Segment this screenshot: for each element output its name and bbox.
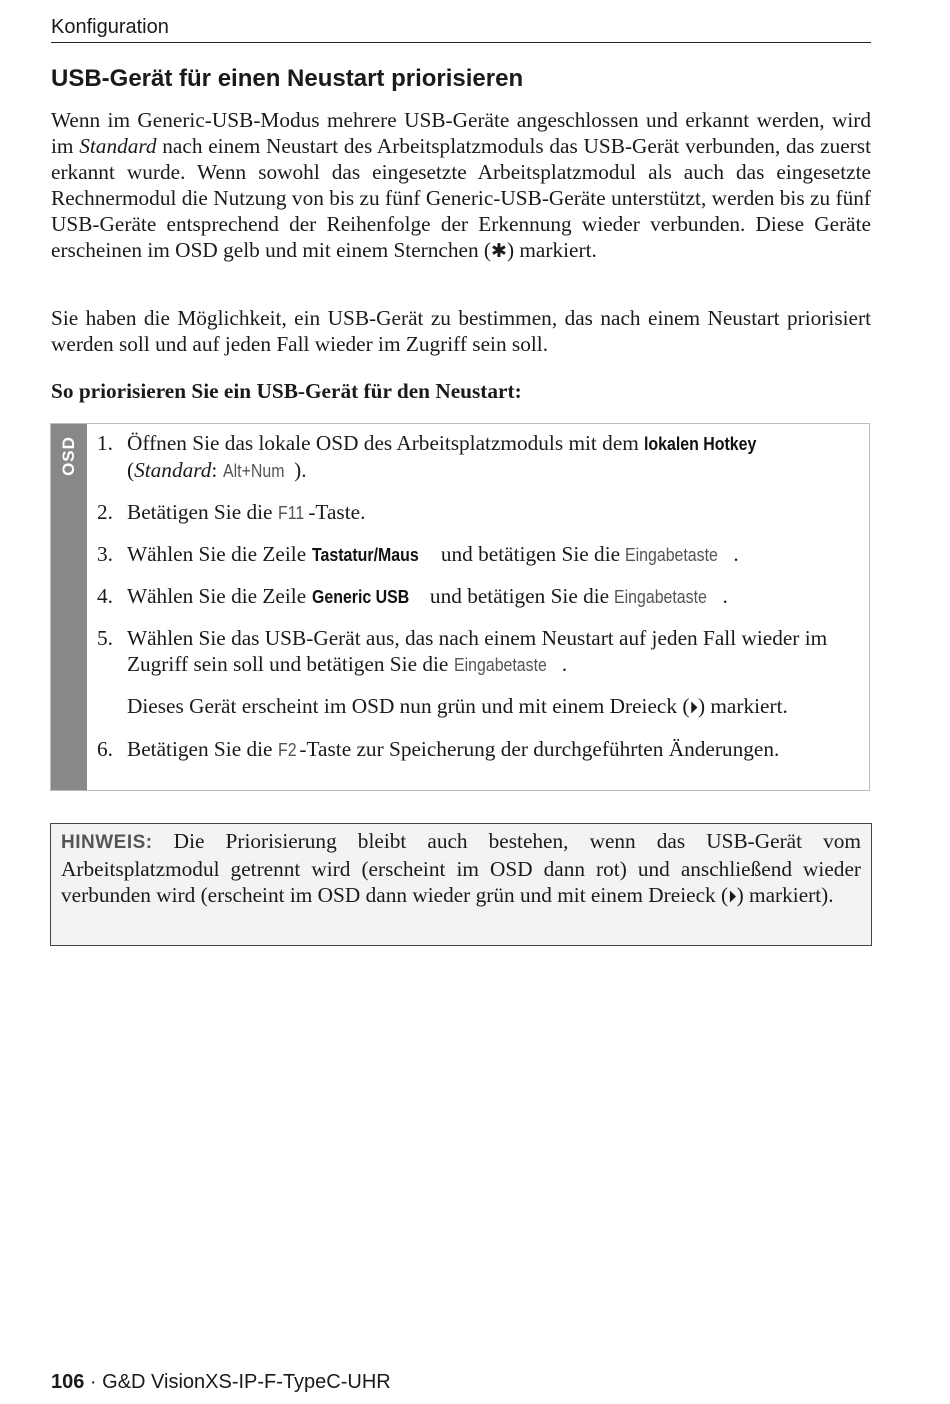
step-text: und betätigen Sie die bbox=[424, 584, 615, 608]
step-text: Betätigen Sie die bbox=[127, 737, 278, 761]
step-1 bbox=[97, 430, 862, 484]
section-name: Konfiguration bbox=[51, 16, 169, 38]
step-number: 2. bbox=[97, 500, 113, 524]
asterisk-symbol-icon: ✱ bbox=[491, 240, 507, 262]
step-5 bbox=[97, 625, 862, 721]
page-header bbox=[51, 14, 871, 43]
step-text: ). bbox=[294, 458, 307, 482]
step-note-text: Dieses Gerät erscheint im OSD nun grün und mit einem Dreieck ( bbox=[127, 694, 690, 718]
step-text: Wählen Sie die Zeile bbox=[127, 542, 312, 566]
intro-text: nach einem Neustart des Arbeitsplatzmoduls das USB-Gerät verbunden, das zuerst erkannt wurde. Wenn sowohl das eingesetzte Arbeitsplatzmodul als auch das eingesetzte Rechnermodul die Nutzung von bis zu fünf Generic-USB-Geräte unterstützt, werden bis zu fünf USB-Geräte entsprechend der Reihenfolge der Erkennung wieder verbunden. Diese Geräte erscheinen im OSD gelb und mit einem Sternchen ( bbox=[51, 134, 872, 262]
key-eingabetaste: Eingabetaste bbox=[453, 654, 547, 675]
step-text: und betätigen Sie die bbox=[435, 542, 626, 566]
step-text: ( bbox=[127, 458, 135, 482]
intro-paragraph-1 bbox=[51, 107, 871, 264]
step-text: Öffnen Sie das lokale OSD des Arbeitsplatzmoduls mit dem bbox=[127, 431, 645, 455]
step-number: 5. bbox=[97, 626, 113, 650]
step-text: . bbox=[722, 584, 728, 608]
page-number: 106 bbox=[51, 1371, 85, 1393]
osd-sidebar bbox=[51, 424, 87, 790]
step-text: Betätigen Sie die bbox=[127, 500, 278, 524]
step-number: 4. bbox=[97, 584, 113, 608]
hint-box bbox=[50, 823, 872, 946]
step-text: . bbox=[561, 652, 568, 676]
page-footer bbox=[51, 1370, 391, 1394]
step-4 bbox=[97, 583, 862, 610]
hint-text bbox=[61, 828, 861, 910]
step-text: -Taste zur Speicherung der durchgeführten Änderungen. bbox=[299, 737, 780, 761]
key-eingabetaste: Eingabetaste bbox=[625, 544, 719, 565]
step-note-text: ) markiert. bbox=[697, 694, 788, 718]
menu-tastatur-maus: Tastatur/Maus bbox=[311, 544, 419, 565]
intro-text: ) markiert. bbox=[506, 238, 597, 262]
standard-term: Standard bbox=[79, 134, 157, 158]
step-text: . bbox=[733, 542, 739, 566]
step-3 bbox=[97, 541, 862, 568]
section-title: USB-Gerät für einen Neustart priorisieren bbox=[51, 65, 524, 92]
key-eingabetaste: Eingabetaste bbox=[614, 586, 708, 607]
step-text: -Taste. bbox=[308, 500, 366, 524]
procedure-heading: So priorisieren Sie ein USB-Gerät für den Neustart: bbox=[51, 379, 522, 403]
step-text: : bbox=[211, 458, 223, 482]
step-2 bbox=[97, 499, 862, 526]
intro-text: Wenn im Generic-USB-Modus mehrere USB-Geräte angeschlossen und erkannt werden, wird im bbox=[51, 108, 871, 158]
product-name: G&D VisionXS-IP-F-TypeC-UHR bbox=[102, 1371, 391, 1393]
hint-body: ) markiert). bbox=[736, 883, 834, 907]
step-number: 6. bbox=[97, 737, 113, 761]
menu-generic-usb: Generic USB bbox=[311, 586, 409, 607]
key-alt-num: Alt+Num bbox=[222, 460, 285, 481]
step-number: 3. bbox=[97, 542, 113, 566]
triangle-right-icon: ⏵ bbox=[728, 887, 737, 907]
step-text: Wählen Sie die Zeile bbox=[127, 584, 312, 608]
hint-label: HINWEIS: bbox=[61, 832, 153, 853]
key-f11: F11 bbox=[277, 502, 305, 523]
key-local-hotkey: lokalen Hotkey bbox=[644, 433, 757, 454]
osd-sidebar-label: OSD bbox=[59, 436, 78, 476]
step-text: Wählen Sie das USB-Gerät aus, das nach einem Neustart auf jeden Fall wieder im Zugriff sein soll und betätigen Sie die bbox=[127, 626, 828, 676]
hint-body: Die Priorisierung bleibt auch bestehen, wenn das USB-Gerät vom Arbeitsplatzmodul getrennt wird (erscheint im OSD dann rot) und anschließend wieder verbunden wird (erscheint im OSD dann wieder grün und mit einem Dreieck ( bbox=[61, 829, 861, 907]
procedure-steps bbox=[97, 430, 862, 778]
step-number: 1. bbox=[97, 431, 113, 455]
triangle-right-icon: ⏵ bbox=[689, 698, 698, 718]
step-6 bbox=[97, 736, 862, 763]
step-5-note bbox=[127, 693, 862, 721]
key-f2: F2 bbox=[277, 739, 297, 760]
standard-term: Standard bbox=[134, 458, 212, 482]
footer-separator: · bbox=[84, 1371, 103, 1393]
procedure-box bbox=[50, 423, 870, 791]
intro-paragraph-2: Sie haben die Möglichkeit, ein USB-Gerät zu bestimmen, das nach einem Neustart priorisiert werden soll und auf jeden Fall wieder im Zugriff sein soll. bbox=[51, 306, 871, 356]
